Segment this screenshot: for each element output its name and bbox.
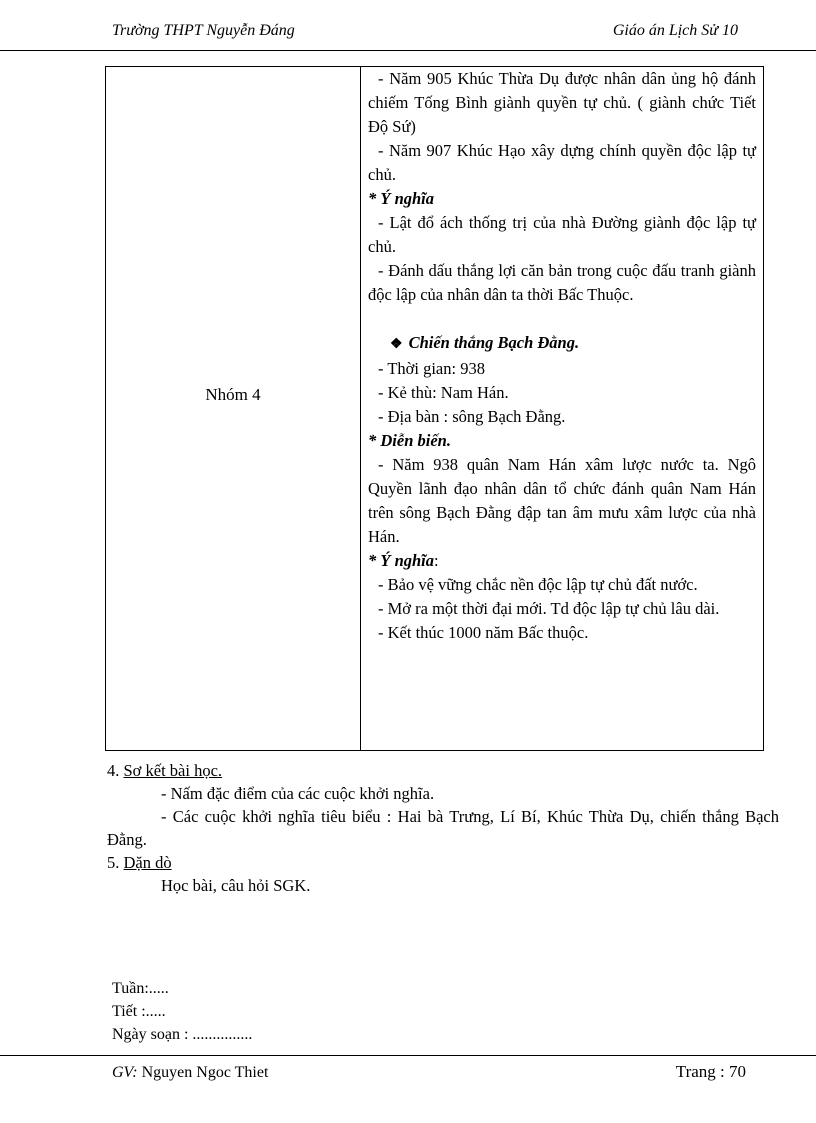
lesson-table	[105, 66, 764, 751]
content-line: - Lật đổ ách thống trị của nhà Đường giành độc lập tự chủ.	[368, 213, 756, 256]
homework-number: 5.	[107, 853, 120, 872]
period-field: Tiết :.....	[112, 1003, 166, 1020]
content-line: - Đánh dấu thắng lợi căn bản trong cuộc đấu tranh giành độc lập của nhân dân ta thời Bấc Thuộc.	[368, 261, 756, 304]
page-header	[0, 0, 816, 51]
section-title	[390, 331, 756, 357]
homework-title: Dặn dò	[123, 853, 172, 872]
homework-heading	[107, 851, 779, 874]
fact-line: - Thời gian: 938	[378, 359, 485, 378]
group-label: Nhóm 4	[205, 385, 261, 404]
section-heading	[368, 549, 756, 573]
teacher-label: GV:	[112, 1064, 138, 1081]
content-line: - Kết thúc 1000 năm Bấc thuộc.	[378, 623, 589, 642]
content-line: - Năm 905 Khúc Thừa Dụ được nhân dân ủng hộ đánh chiếm Tống Bình giành quyền tự chủ. ( giành chức Tiết Độ Sứ)	[368, 69, 756, 136]
section-title-text: Chiến thắng Bạch Đằng.	[408, 333, 580, 352]
content-line: - Mở ra một thời đại mới. Td độc lập tự chủ lâu dài.	[378, 599, 720, 618]
subject-title: Giáo án Lịch Sử 10	[612, 22, 738, 39]
school-name: Trường THPT Nguyễn Đáng	[112, 22, 295, 39]
section-heading-text: * Ý nghĩa	[368, 551, 435, 570]
prep-date-field: Ngày soạn : ...............	[112, 1026, 253, 1043]
homework-text: Học bài, câu hỏi SGK.	[161, 876, 311, 895]
summary-line: - Nấm đặc điểm của các cuộc khởi nghĩa.	[161, 784, 435, 803]
content-cell	[368, 67, 756, 645]
section-heading: * Diễn biến.	[368, 431, 451, 450]
content-line: - Bảo vệ vững chắc nền độc lập tự chủ đất nước.	[378, 575, 698, 594]
column-divider	[360, 67, 361, 750]
content-line: - Năm 938 quân Nam Hán xâm lược nước ta. Ngô Quyền lãnh đạo nhân dân tổ chức đánh quân Nam Hán trên sông Bạch Đằng đập tan âm mưu xâm lược của nhà Hán.	[368, 455, 756, 546]
teacher-name: Nguyen Ngoc Thiet	[141, 1064, 269, 1081]
teacher-credit	[112, 1064, 268, 1082]
summary-heading	[107, 759, 779, 782]
content-line: - Năm 907 Khúc Hạo xây dựng chính quyền độc lập tự chủ.	[368, 141, 756, 184]
page-number: Trang : 70	[675, 1062, 746, 1081]
group-cell	[106, 67, 360, 750]
fact-line: - Kẻ thù: Nam Hán.	[378, 383, 509, 402]
summary-line: - Các cuộc khởi nghĩa tiêu biểu : Hai bà Trưng, Lí Bí, Khúc Thừa Dụ, chiến thắng Bạch Đằng.	[107, 807, 779, 849]
lesson-summary	[107, 759, 779, 897]
next-lesson-info	[112, 977, 252, 1046]
summary-title: Sơ kết bài học.	[123, 761, 223, 780]
fact-line: - Địa bàn : sông Bạch Đằng.	[378, 407, 566, 426]
week-field: Tuần:.....	[112, 980, 169, 997]
heading-colon: :	[434, 551, 439, 570]
footer-rule	[0, 1055, 816, 1056]
diamond-bullet-icon: ❖	[390, 337, 403, 352]
summary-number: 4.	[107, 761, 120, 780]
section-heading: * Ý nghĩa	[368, 189, 435, 208]
